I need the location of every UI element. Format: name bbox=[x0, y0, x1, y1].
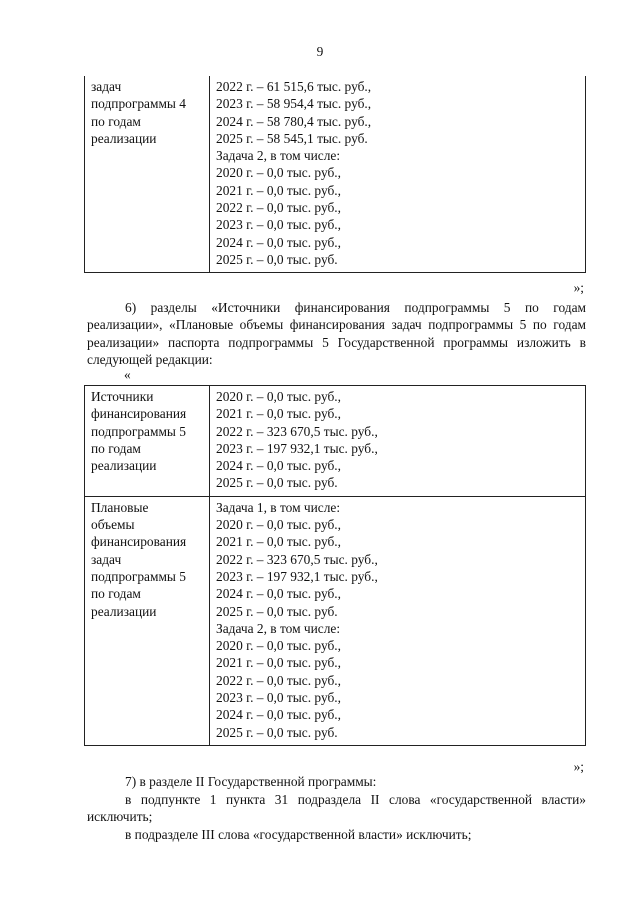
funding-line: 2022 г. – 61 515,6 тыс. руб., bbox=[216, 79, 372, 94]
funding-line: Задача 1, в том числе: bbox=[216, 499, 341, 515]
row-label-line: по годам bbox=[91, 586, 141, 602]
funding-line: 2020 г. – 0,0 тыс. руб., bbox=[216, 517, 341, 533]
paragraph-item-7: 7) в разделе II Государственной программы: bbox=[125, 774, 377, 789]
paragraph-item-7-subpoint-1: в подпункте 1 пункта 31 подраздела II слова «государственной власти» исключить; bbox=[87, 792, 586, 825]
paragraph-item-7-subpoint-2: в подразделе III слова «государственной власти» исключить; bbox=[125, 827, 472, 842]
funding-line: 2024 г. – 0,0 тыс. руб., bbox=[216, 586, 341, 602]
subprogram-5-financing-table bbox=[84, 385, 586, 746]
row-label-cell bbox=[85, 76, 210, 273]
row-label-line: задач bbox=[91, 551, 122, 567]
funding-line: 2020 г. – 0,0 тыс. руб., bbox=[216, 389, 341, 404]
funding-line: 2025 г. – 58 545,1 тыс. руб. bbox=[216, 130, 368, 146]
funding-line: 2024 г. – 58 780,4 тыс. руб., bbox=[216, 113, 372, 129]
paragraph-item-6: 6) разделы «Источники финансирования подпрограммы 5 по годам реализации», «Плановые объемы финансирования задач подпрограммы 5 по годам реализации» паспорта подпрограммы 5 Государственной программы изложить в следующей редакции: bbox=[87, 300, 586, 367]
funding-line: 2022 г. – 323 670,5 тыс. руб., bbox=[216, 423, 378, 439]
funding-line: 2022 г. – 0,0 тыс. руб., bbox=[216, 200, 341, 216]
page-number: 9 bbox=[316, 44, 324, 59]
funding-line: Задача 2, в том числе: bbox=[216, 148, 341, 164]
row-label-line: по годам bbox=[91, 440, 141, 456]
row-label-line: Источники bbox=[91, 389, 154, 404]
funding-line: 2021 г. – 0,0 тыс. руб., bbox=[216, 406, 341, 422]
row-label-line: финансирования bbox=[91, 534, 187, 550]
row-label-line: реализации bbox=[91, 458, 157, 474]
funding-line: 2021 г. – 0,0 тыс. руб., bbox=[216, 655, 341, 671]
funding-line: 2020 г. – 0,0 тыс. руб., bbox=[216, 165, 341, 181]
funding-line: 2024 г. – 0,0 тыс. руб., bbox=[216, 707, 341, 723]
row-label-line: подпрограммы 5 bbox=[91, 423, 186, 439]
funding-line: 2025 г. – 0,0 тыс. руб. bbox=[216, 251, 338, 267]
table-row bbox=[85, 496, 586, 745]
row-label-line: реализации bbox=[91, 130, 157, 146]
funding-line: 2021 г. – 0,0 тыс. руб., bbox=[216, 182, 341, 198]
subprogram-4-table-continued bbox=[84, 76, 586, 273]
funding-line: 2025 г. – 0,0 тыс. руб. bbox=[216, 603, 338, 619]
row-values-cell bbox=[210, 496, 586, 745]
row-values-cell bbox=[210, 386, 586, 497]
funding-line: Задача 2, в том числе: bbox=[216, 620, 341, 636]
funding-line: 2023 г. – 0,0 тыс. руб., bbox=[216, 217, 341, 233]
row-values-cell bbox=[210, 76, 586, 273]
closing-quote: »; bbox=[573, 759, 584, 774]
row-label-cell bbox=[85, 496, 210, 745]
funding-line: 2025 г. – 0,0 тыс. руб. bbox=[216, 475, 338, 491]
row-label-line: финансирования bbox=[91, 406, 187, 422]
opening-quote: « bbox=[124, 367, 131, 382]
closing-quote: »; bbox=[573, 280, 584, 295]
funding-line: 2021 г. – 0,0 тыс. руб., bbox=[216, 534, 341, 550]
row-label-line: задач bbox=[91, 79, 122, 94]
table-row bbox=[85, 76, 586, 273]
funding-line: 2020 г. – 0,0 тыс. руб., bbox=[216, 638, 341, 654]
funding-line: 2023 г. – 0,0 тыс. руб., bbox=[216, 690, 341, 706]
funding-line: 2025 г. – 0,0 тыс. руб. bbox=[216, 724, 338, 740]
funding-line: 2022 г. – 0,0 тыс. руб., bbox=[216, 672, 341, 688]
funding-line: 2023 г. – 197 932,1 тыс. руб., bbox=[216, 440, 378, 456]
row-label-line: Плановые bbox=[91, 499, 149, 515]
funding-line: 2023 г. – 197 932,1 тыс. руб., bbox=[216, 568, 378, 584]
row-label-line: подпрограммы 5 bbox=[91, 568, 186, 584]
funding-line: 2024 г. – 0,0 тыс. руб., bbox=[216, 234, 341, 250]
funding-line: 2022 г. – 323 670,5 тыс. руб., bbox=[216, 551, 378, 567]
row-label-line: объемы bbox=[91, 517, 135, 533]
funding-line: 2024 г. – 0,0 тыс. руб., bbox=[216, 458, 341, 474]
funding-line: 2023 г. – 58 954,4 тыс. руб., bbox=[216, 96, 372, 112]
row-label-line: реализации bbox=[91, 603, 157, 619]
row-label-line: по годам bbox=[91, 113, 141, 129]
table-row bbox=[85, 386, 586, 497]
row-label-line: подпрограммы 4 bbox=[91, 96, 186, 112]
row-label-cell bbox=[85, 386, 210, 497]
